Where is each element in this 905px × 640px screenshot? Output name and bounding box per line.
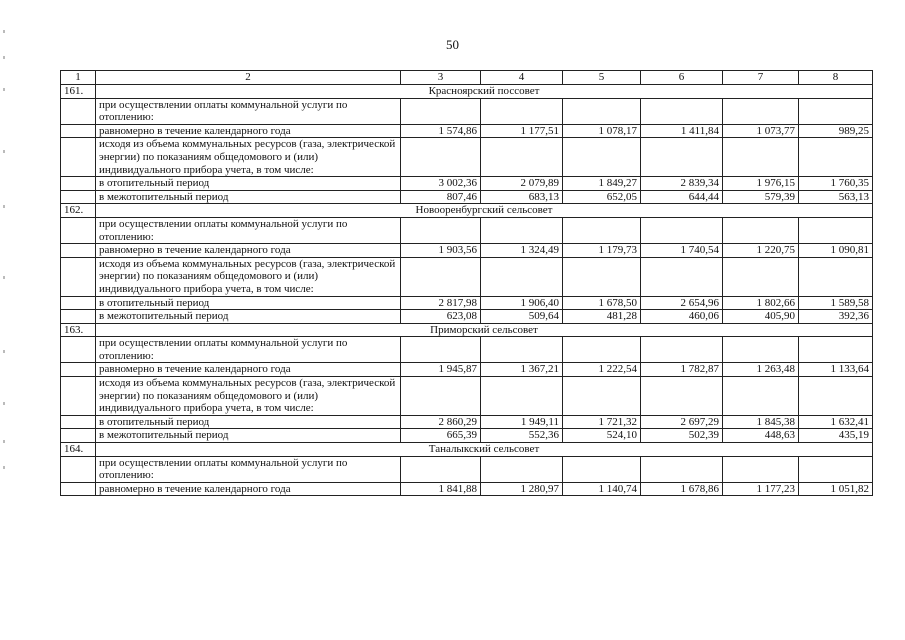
row-description: в отопительный период [96,296,401,310]
value-cell: 1 177,23 [723,482,799,496]
value-cell: 509,64 [481,310,563,324]
index-cell [61,337,96,363]
tariff-table [60,70,873,496]
row-description: равномерно в течение календарного года [96,124,401,138]
column-number: 5 [563,71,641,85]
value-cell [641,377,723,416]
value-cell: 460,06 [641,310,723,324]
value-cell: 2 860,29 [401,415,481,429]
column-number-row [61,71,873,85]
value-cell [401,337,481,363]
value-cell [723,377,799,416]
index-cell [61,415,96,429]
section-index: 162. [61,204,96,218]
value-cell: 652,05 [563,190,641,204]
index-cell [61,257,96,296]
section-index: 164. [61,443,96,457]
value-cell: 435,19 [799,429,873,443]
value-cell [563,257,641,296]
table-row [61,244,873,258]
value-cell: 623,08 [401,310,481,324]
section-header-row [61,323,873,337]
value-cell: 1 849,27 [563,177,641,191]
value-cell: 2 817,98 [401,296,481,310]
value-cell: 1 903,56 [401,244,481,258]
value-cell: 1 133,64 [799,363,873,377]
table-row [61,257,873,296]
row-description: равномерно в течение календарного года [96,363,401,377]
row-description: в межотопительный период [96,310,401,324]
value-cell: 405,90 [723,310,799,324]
section-index: 163. [61,323,96,337]
table-row [61,124,873,138]
index-cell [61,217,96,243]
value-cell [401,217,481,243]
row-description: в отопительный период [96,177,401,191]
value-cell [723,217,799,243]
value-cell: 1 845,38 [723,415,799,429]
row-description: равномерно в течение календарного года [96,482,401,496]
value-cell [641,217,723,243]
index-cell [61,177,96,191]
value-cell [799,217,873,243]
value-cell: 1 090,81 [799,244,873,258]
value-cell: 2 839,34 [641,177,723,191]
value-cell [799,456,873,482]
value-cell: 644,44 [641,190,723,204]
index-cell [61,377,96,416]
index-cell [61,363,96,377]
table-row [61,363,873,377]
value-cell: 1 802,66 [723,296,799,310]
column-number: 1 [61,71,96,85]
index-cell [61,456,96,482]
table-row [61,190,873,204]
column-number: 2 [96,71,401,85]
value-cell [799,377,873,416]
value-cell [481,456,563,482]
table-row [61,415,873,429]
value-cell [401,257,481,296]
value-cell: 1 220,75 [723,244,799,258]
value-cell: 1 179,73 [563,244,641,258]
value-cell [563,217,641,243]
value-cell: 1 222,54 [563,363,641,377]
value-cell [481,257,563,296]
index-cell [61,296,96,310]
table-row [61,377,873,416]
index-cell [61,98,96,124]
column-number: 6 [641,71,723,85]
value-cell [401,138,481,177]
row-description: при осуществлении оплаты коммунальной услуги по отоплению: [96,337,401,363]
value-cell [481,377,563,416]
value-cell [641,138,723,177]
column-number: 3 [401,71,481,85]
page-number: 50 [446,37,459,52]
value-cell: 1 589,58 [799,296,873,310]
section-name: Приморский сельсовет [96,323,873,337]
value-cell [723,98,799,124]
value-cell: 1 177,51 [481,124,563,138]
table-row [61,138,873,177]
value-cell [799,138,873,177]
value-cell [481,217,563,243]
value-cell: 2 697,29 [641,415,723,429]
value-cell: 1 678,86 [641,482,723,496]
table-row [61,456,873,482]
index-cell [61,310,96,324]
section-header-row [61,204,873,218]
section-index: 161. [61,85,96,99]
value-cell: 665,39 [401,429,481,443]
value-cell: 1 280,97 [481,482,563,496]
table-row [61,482,873,496]
value-cell: 1 263,48 [723,363,799,377]
value-cell [641,98,723,124]
value-cell [401,377,481,416]
value-cell: 448,63 [723,429,799,443]
value-cell: 1 324,49 [481,244,563,258]
scan-edge-marks [3,30,7,470]
section-name: Таналыкский сельсовет [96,443,873,457]
column-number: 7 [723,71,799,85]
column-number: 8 [799,71,873,85]
value-cell: 1 678,50 [563,296,641,310]
value-cell [799,337,873,363]
value-cell: 579,39 [723,190,799,204]
value-cell [723,257,799,296]
value-cell: 524,10 [563,429,641,443]
value-cell: 1 078,17 [563,124,641,138]
value-cell [563,98,641,124]
value-cell: 552,36 [481,429,563,443]
value-cell: 1 574,86 [401,124,481,138]
value-cell [401,98,481,124]
value-cell: 1 760,35 [799,177,873,191]
value-cell [563,456,641,482]
value-cell [481,337,563,363]
value-cell: 2 079,89 [481,177,563,191]
value-cell: 1 782,87 [641,363,723,377]
value-cell [563,138,641,177]
tariff-table-body [61,71,873,496]
index-cell [61,138,96,177]
value-cell: 1 841,88 [401,482,481,496]
value-cell [401,456,481,482]
value-cell: 1 906,40 [481,296,563,310]
row-description: в межотопительный период [96,429,401,443]
value-cell: 683,13 [481,190,563,204]
index-cell [61,124,96,138]
value-cell: 1 945,87 [401,363,481,377]
index-cell [61,244,96,258]
value-cell [799,98,873,124]
value-cell: 1 976,15 [723,177,799,191]
value-cell [563,377,641,416]
row-description: равномерно в течение календарного года [96,244,401,258]
value-cell: 392,36 [799,310,873,324]
row-description: исходя из объема коммунальных ресурсов (газа, электрической энергии) по показаниям общедомового и (или) индивидуального прибора учета, в том числе: [96,138,401,177]
value-cell [563,337,641,363]
row-description: исходя из объема коммунальных ресурсов (газа, электрической энергии) по показаниям общедомового и (или) индивидуального прибора учета, в том числе: [96,377,401,416]
value-cell [641,456,723,482]
value-cell: 481,28 [563,310,641,324]
value-cell [799,257,873,296]
section-name: Красноярский поссовет [96,85,873,99]
value-cell: 989,25 [799,124,873,138]
value-cell [641,337,723,363]
value-cell [723,138,799,177]
row-description: при осуществлении оплаты коммунальной услуги по отоплению: [96,98,401,124]
value-cell: 563,13 [799,190,873,204]
table-row [61,98,873,124]
value-cell: 1 411,84 [641,124,723,138]
table-row [61,296,873,310]
index-cell [61,190,96,204]
value-cell: 1 367,21 [481,363,563,377]
value-cell: 1 740,54 [641,244,723,258]
section-name: Новооренбургский сельсовет [96,204,873,218]
value-cell [641,257,723,296]
column-number: 4 [481,71,563,85]
table-row [61,429,873,443]
row-description: при осуществлении оплаты коммунальной услуги по отоплению: [96,217,401,243]
value-cell: 1 721,32 [563,415,641,429]
table-row [61,217,873,243]
index-cell [61,429,96,443]
row-description: исходя из объема коммунальных ресурсов (газа, электрической энергии) по показаниям общедомового и (или) индивидуального прибора учета, в том числе: [96,257,401,296]
row-description: при осуществлении оплаты коммунальной услуги по отоплению: [96,456,401,482]
value-cell [723,337,799,363]
value-cell: 502,39 [641,429,723,443]
value-cell: 1 051,82 [799,482,873,496]
value-cell: 1 140,74 [563,482,641,496]
value-cell [723,456,799,482]
value-cell: 1 949,11 [481,415,563,429]
value-cell [481,138,563,177]
value-cell: 3 002,36 [401,177,481,191]
table-row [61,337,873,363]
value-cell: 807,46 [401,190,481,204]
row-description: в отопительный период [96,415,401,429]
value-cell: 1 073,77 [723,124,799,138]
value-cell: 1 632,41 [799,415,873,429]
index-cell [61,482,96,496]
value-cell [481,98,563,124]
row-description: в межотопительный период [96,190,401,204]
table-row [61,310,873,324]
section-header-row [61,85,873,99]
table-row [61,177,873,191]
value-cell: 2 654,96 [641,296,723,310]
section-header-row [61,443,873,457]
